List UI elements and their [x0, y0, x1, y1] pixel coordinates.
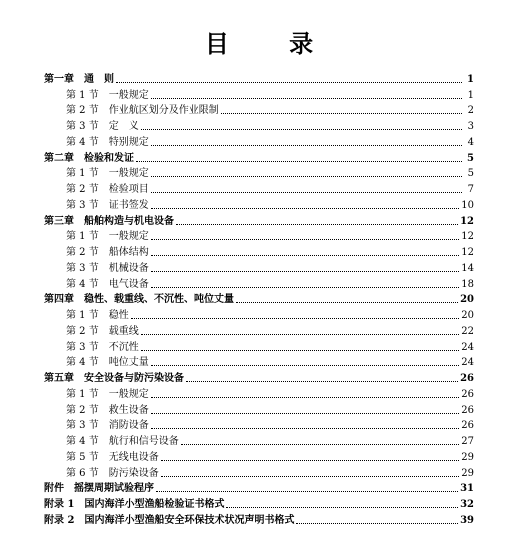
- toc-chapter-entry[interactable]: [44, 212, 474, 228]
- toc-page-number: 39: [460, 514, 474, 526]
- toc-entry-label: 第二章 检验和发证: [44, 152, 134, 164]
- toc-page-number: 26: [461, 404, 474, 416]
- dot-leader: [151, 144, 462, 146]
- toc-entry-label: 第 3 节 机械设备: [66, 262, 149, 274]
- dot-leader: [136, 160, 462, 162]
- toc-section-entry[interactable]: [44, 117, 474, 133]
- toc-page-number: 14: [461, 262, 474, 274]
- toc-chapter-entry[interactable]: [44, 70, 474, 86]
- toc-chapter-entry[interactable]: [44, 369, 474, 385]
- dot-leader: [141, 349, 460, 351]
- toc-section-entry[interactable]: [44, 448, 474, 464]
- dot-leader: [151, 207, 460, 209]
- dot-leader: [151, 364, 460, 366]
- toc-section-entry[interactable]: [44, 322, 474, 338]
- toc-entry-label: 第 2 节 载重线: [66, 325, 139, 337]
- toc-section-entry[interactable]: [44, 243, 474, 259]
- toc-entry-label: 第 4 节 特别规定: [66, 136, 149, 148]
- toc-section-entry[interactable]: [44, 102, 474, 118]
- toc-section-entry[interactable]: [44, 165, 474, 181]
- dot-leader: [151, 427, 460, 429]
- toc-chapter-entry[interactable]: [44, 149, 474, 165]
- toc-page-number: 3: [467, 121, 474, 132]
- toc-section-entry[interactable]: [44, 196, 474, 212]
- dot-leader: [161, 459, 460, 461]
- dot-leader: [151, 286, 460, 288]
- toc-entry-label: 第 3 节 定 义: [66, 121, 139, 132]
- toc-entry-label: 第 6 节 防污染设备: [66, 467, 159, 479]
- toc-chapter-entry[interactable]: [44, 480, 474, 496]
- toc-section-entry[interactable]: [44, 417, 474, 433]
- toc-page-number: 24: [461, 341, 474, 353]
- dot-leader: [151, 97, 462, 99]
- dot-leader: [151, 191, 462, 193]
- toc-section-entry[interactable]: [44, 464, 474, 480]
- toc-entry-label: 附件 摇摆周期试验程序: [44, 483, 154, 495]
- toc-section-entry[interactable]: [44, 133, 474, 149]
- toc-entry-label: 第五章 安全设备与防污染设备: [44, 373, 184, 384]
- toc-section-entry[interactable]: [44, 338, 474, 354]
- toc-page-number: 31: [460, 483, 474, 495]
- toc-page-number: 26: [461, 388, 474, 400]
- dot-leader: [161, 475, 460, 477]
- toc-entry-label: 第 2 节 船体结构: [66, 247, 149, 258]
- dot-leader: [116, 81, 462, 83]
- toc-page-number: 22: [461, 325, 474, 337]
- toc-page-number: 32: [460, 499, 474, 510]
- dot-leader: [151, 254, 460, 256]
- toc-page-number: 2: [467, 105, 474, 117]
- dot-leader: [296, 522, 458, 524]
- toc-page-number: 12: [461, 247, 474, 258]
- dot-leader: [151, 270, 460, 272]
- toc-page-number: 12: [461, 231, 474, 243]
- toc-section-entry[interactable]: [44, 401, 474, 417]
- dot-leader: [181, 443, 460, 445]
- dot-leader: [141, 128, 462, 130]
- toc-entry-label: 第 4 节 电气设备: [66, 278, 149, 290]
- toc-page-number: 29: [461, 451, 474, 463]
- toc-entry-label: 第 3 节 不沉性: [66, 341, 139, 353]
- toc-page-number: 20: [460, 294, 474, 306]
- dot-leader: [236, 301, 458, 303]
- page-title: 目 录: [204, 29, 340, 58]
- toc-page-number: 26: [461, 420, 474, 432]
- toc-entry-label: 第 5 节 无线电设备: [66, 451, 159, 463]
- dot-leader: [151, 175, 462, 177]
- dot-leader: [226, 506, 458, 508]
- table-of-contents: [44, 70, 474, 527]
- toc-page-number: 20: [461, 310, 474, 321]
- toc-section-entry[interactable]: [44, 306, 474, 322]
- toc-entry-label: 附录 1 国内海洋小型渔船检验证书格式: [44, 499, 225, 510]
- dot-leader: [151, 396, 460, 398]
- dot-leader: [131, 317, 460, 319]
- toc-entry-label: 附录 2 国内海洋小型渔船安全环保技术状况声明书格式: [44, 514, 295, 526]
- toc-page-number: 4: [467, 136, 474, 148]
- toc-chapter-entry[interactable]: [44, 495, 474, 511]
- toc-entry-label: 第 2 节 作业航区划分及作业限制: [66, 105, 219, 117]
- toc-page-number: 10: [461, 199, 474, 211]
- toc-section-entry[interactable]: [44, 275, 474, 291]
- toc-section-entry[interactable]: [44, 259, 474, 275]
- toc-page-number: 18: [461, 278, 474, 290]
- toc-entry-label: 第 1 节 稳性: [66, 310, 129, 321]
- toc-entry-label: 第 1 节 一般规定: [66, 388, 149, 400]
- toc-section-entry[interactable]: [44, 180, 474, 196]
- toc-entry-label: 第 1 节 一般规定: [66, 231, 149, 243]
- dot-leader: [151, 412, 460, 414]
- toc-page-number: 26: [460, 373, 474, 384]
- toc-entry-label: 第 4 节 航行和信号设备: [66, 436, 179, 447]
- dot-leader: [186, 380, 458, 382]
- toc-section-entry[interactable]: [44, 86, 474, 102]
- toc-entry-label: 第 3 节 证书签发: [66, 199, 149, 211]
- toc-entry-label: 第四章 稳性、载重线、不沉性、吨位丈量: [44, 294, 234, 306]
- toc-page-number: 24: [461, 357, 474, 369]
- toc-page-number: 1: [467, 73, 474, 85]
- toc-page-number: 1: [467, 89, 474, 101]
- dot-leader: [156, 490, 458, 492]
- toc-page-number: 27: [461, 436, 474, 447]
- toc-section-entry[interactable]: [44, 354, 474, 370]
- toc-entry-label: 第 1 节 一般规定: [66, 89, 149, 101]
- toc-entry-label: 第 2 节 检验项目: [66, 184, 149, 195]
- toc-section-entry[interactable]: [44, 432, 474, 448]
- toc-chapter-entry[interactable]: [44, 291, 474, 307]
- toc-page-number: 5: [467, 168, 474, 180]
- dot-leader: [151, 238, 460, 240]
- dot-leader: [141, 333, 460, 335]
- toc-entry-label: 第一章 通 则: [44, 73, 114, 85]
- toc-entry-label: 第 4 节 吨位丈量: [66, 357, 149, 369]
- toc-section-entry[interactable]: [44, 385, 474, 401]
- toc-page-number: 5: [467, 152, 474, 164]
- toc-page-number: 29: [461, 467, 474, 479]
- dot-leader: [176, 223, 458, 225]
- toc-section-entry[interactable]: [44, 228, 474, 244]
- toc-entry-label: 第 1 节 一般规定: [66, 168, 149, 180]
- toc-page-number: 7: [467, 184, 474, 195]
- toc-entry-label: 第 2 节 救生设备: [66, 404, 149, 416]
- dot-leader: [221, 112, 462, 114]
- toc-entry-label: 第三章 船舶构造与机电设备: [44, 215, 174, 227]
- toc-chapter-entry[interactable]: [44, 511, 474, 527]
- toc-page-number: 12: [460, 215, 474, 227]
- toc-entry-label: 第 3 节 消防设备: [66, 420, 149, 432]
